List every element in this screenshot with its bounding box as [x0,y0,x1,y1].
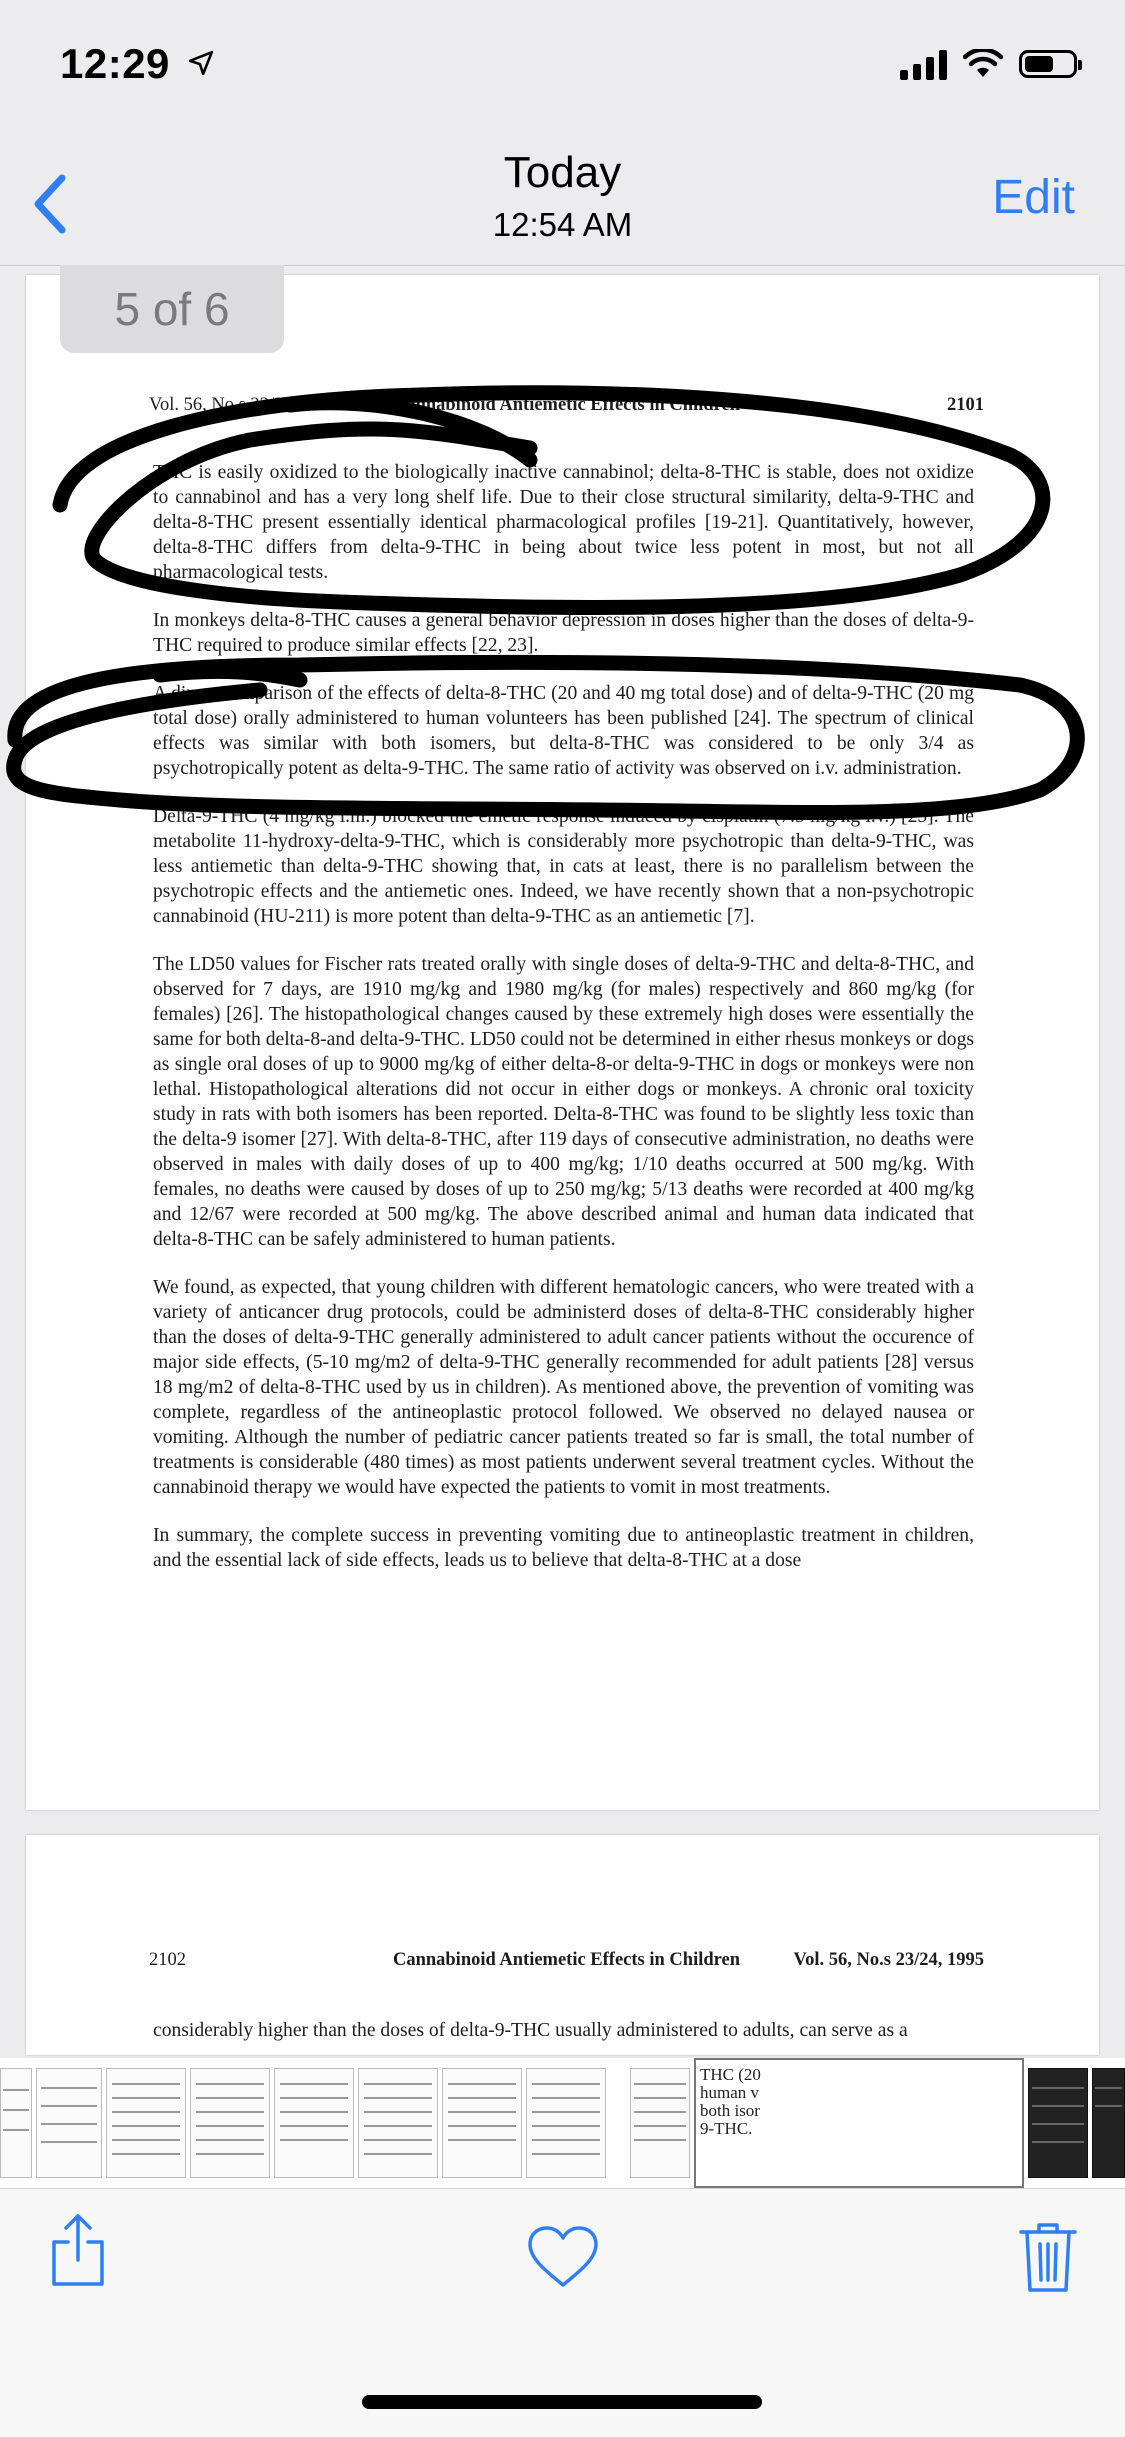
paragraph: Delta-9-THC (4 mg/kg i.m.) blocked the emetic response induced by cisplatin (7.5 mg/kg i.v.) [25]. The metabolite 11-hydroxy-delta-9-THC, which is considerably more psychotropic than delta-9-THC, was less antiemetic than delta-9-THC showing that, in cats at least, there is no parallelism between the psychotropic effects and the antiemetic ones. Indeed, we have recently shown that a non-psychotropic cannabinoid (HU-211) is more potent than delta-9-THC as an antiemetic [7]. [153,806,974,927]
wifi-icon [963,49,1003,79]
battery-icon [1019,50,1077,78]
paragraph: THC is easily oxidized to the biologically inactive cannabinol; delta-8-THC is stable, does not oxidize to cannabinol and has a very long shelf life. Due to their close structural similarity, delta-9-THC and delta-8-THC present essentially identical pharmacological profiles [19-21]. Quantitatively, however, delta-8-THC differs from delta-9-THC in being about twice less potent in most, but not all pharmacological tests. [153,462,974,583]
header-center: Cannabinoid Antiemetic Effects in Children [392,395,741,415]
thumbnail[interactable] [36,2068,102,2178]
thumbnail[interactable] [1028,2068,1088,2178]
status-bar [0,0,1125,140]
paragraph: The LD50 values for Fischer rats treated orally with single doses of delta-9-THC and delta-8-THC, and observed for 7 days, are 1910 mg/kg and 1980 mg/kg (for males) respectively and 860 mg/kg (for females) [26]. The histopathological changes caused by these extremely high doses were essentially the same for both delta-8-and delta-9-THC. LD50 could not be determined in either rhesus monkeys or dogs as single oral doses of up to 9000 mg/kg of either delta-8-or delta-9-THC in dogs or monkeys were non lethal. Histopathological alterations did not occur in either dogs or monkeys. A chronic oral toxicity study in rats with both isomers has been reported. Delta-8-THC was found to be slightly less toxic than the delta-9 isomer [27]. With delta-8-THC, after 119 days of consecutive administration, no deaths were observed in males with daily doses of up to 400 mg/kg; 1/10 deaths occurred at 500 mg/kg. With females, no deaths were caused by doses of up to 250 mg/kg; 5/13 deaths were recorded at 400 mg/kg and 12/67 were recorded at 500 mg/kg. The above described animal and human data indicated that delta-8-THC can be safely administered to human patients. [153,954,974,1250]
thumbnail[interactable] [274,2068,354,2178]
thumbnail[interactable] [442,2068,522,2178]
status-time: 12:29 [60,40,170,87]
paragraph: In summary, the complete success in preventing vomiting due to antineoplastic treatment in children, and the essential lack of side effects, leads us to believe that delta-8-THC at a dose [153,1525,974,1571]
edit-button[interactable]: Edit [992,171,1075,224]
heart-icon[interactable] [526,2225,600,2291]
header-center: Cannabinoid Antiemetic Effects in Children [392,1950,741,1970]
thumbnail[interactable] [1092,2068,1125,2178]
paragraph: We found, as expected, that young children with different hematologic cancers, who were treated with a variety of anticancer drug protocols, could be administerd doses of delta-8-THC considerably higher than the doses of delta-9-THC generally administered to adult cancer patients without the occurence of major side effects, (5-10 mg/m2 of delta-9-THC generally recommended for adult patients [28] versus 18 mg/m2 of delta-8-THC used by us in children). As mentioned above, the prevention of vomiting was complete, regardless of the antineoplastic protocol followed. We observed no delayed nausea or vomiting. Although the number of pediatric cancer patients treated so far is small, the total number of treatments is considerable (480 times) as most patients underwent several treatment cycles. Without the cannabinoid therapy we would have expected the patients to vomit in most treatments. [153,1277,974,1498]
thumbnail-strip[interactable] [0,2058,1125,2188]
nav-title: Today [503,148,622,197]
trash-icon[interactable] [1018,2220,1078,2294]
thumbnail[interactable] [0,2068,32,2178]
running-header [149,1950,984,1980]
cellular-signal-icon [900,48,947,80]
thumbnail[interactable] [190,2068,270,2178]
navigation-bar [0,140,1125,266]
header-page-number: 2102 [149,1950,186,1970]
page-counter: 5 of 6 [60,265,284,353]
document-body [153,2018,974,2055]
thumbnail[interactable] [358,2068,438,2178]
document-page[interactable] [26,275,1099,1810]
thumbnail-snippet: THC (20 human v both isor 9-THC. [700,2065,761,2138]
thumbnail[interactable] [106,2068,186,2178]
paragraph: considerably higher than the doses of delta-9-THC usually administered to adults, can serve as a [153,2020,908,2041]
nav-subtitle: 12:54 AM [492,206,633,243]
header-left: Vol. 56, No.s 23/24 [149,395,293,415]
running-header [149,395,984,425]
share-icon[interactable] [48,2210,108,2290]
thumbnail-selected[interactable] [694,2058,1024,2188]
location-arrow-icon [188,50,214,76]
document-body [153,460,974,1596]
paragraph: A direct comparison of the effects of delta-8-THC (20 and 40 mg total dose) and of delta-9-THC (20 mg total dose) orally administered to human volunteers has been published [24]. The spectrum of clinical effects was similar with both isomers, but delta-8-THC was considered to be only 3/4 as psychotropically potent as delta-9-THC. The same ratio of activity was observed on i.v. administration. [153,683,974,779]
header-right: Vol. 56, No.s 23/24, 1995 [793,1950,984,1970]
paragraph: In monkeys delta-8-THC causes a general behavior depression in doses higher than the doses of delta-9-THC required to produce similar effects [22, 23]. [153,610,974,656]
header-page-number: 2101 [947,395,984,415]
thumbnail[interactable] [630,2068,690,2178]
document-page-next[interactable] [26,1835,1099,2055]
home-indicator[interactable] [362,2395,762,2409]
thumbnail[interactable] [526,2068,606,2178]
